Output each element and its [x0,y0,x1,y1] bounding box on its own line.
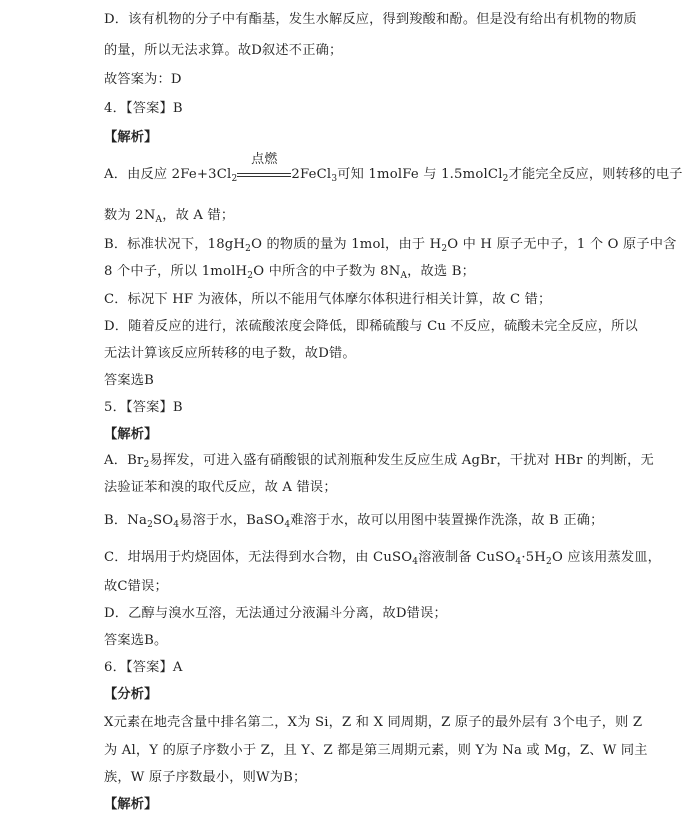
text-line: D．该有机物的分子中有酯基，发生水解反应，得到羧酸和酚。但是没有给出有机物的物质 [104,12,637,27]
text-line: 答案选B [104,373,155,388]
text-line: C．标况下 HF 为液体，所以不能用气体摩尔体积进行相关计算，故 C 错； [104,292,552,307]
text-line: 答案选B。 [104,633,168,648]
text-line: 数为 $2N_A$，故 A 错； [104,208,235,225]
analysis-heading: 【解析】 [104,797,158,812]
text-line: A．$Br_2$易挥发，可进入盛有硝酸银的试剂瓶种发生反应生成 AgBr，干扰对 HBr 的判断，无 [104,453,654,470]
text-line: 故C错误； [104,579,168,594]
text-line: D．随着反应的进行，浓硫酸浓度会降低，即稀硫酸与 Cu 不反应，硫酸未完全反应，所以 [104,319,638,334]
analysis-heading: 【解析】 [104,427,158,442]
text-line: 为 Al，Y 的原子序数小于 Z，且 Y、Z 都是第三周期元素，则 Y为 Na 或 Mg，Z、W 同主 [104,743,648,758]
text-line: 故答案为：D [104,72,182,87]
analysis-heading: 【解析】 [104,130,158,145]
text-line: 族，W 原子序数最小，则W为B； [104,770,307,785]
text-line: D．乙醇与溴水互溶，无法通过分液漏斗分离，故D错误； [104,606,447,621]
reaction-condition-arrow: 点燃 [237,166,291,184]
text-line: 无法计算该反应所转移的电子数，故D错。 [104,346,356,361]
text-line: A．由反应 $2Fe+3Cl_2$ 点燃 2FeCl$_3$可知 1molFe 与 1.5molCl$_2$才能完全反应，则转移的电子 [104,152,683,184]
text-line: 8 个中子，所以 1molH$_2$O 中所含的中子数为 $8N_A$，故选 B； [104,264,475,281]
text-line: X元素在地壳含量中排名第二，X为 Si，Z 和 X 同周期，Z 原子的最外层有 3个电子，则 Z [104,715,643,730]
text-line: C．坩埚用于灼烧固体，无法得到水合物，由 CuSO$_4$溶液制备 $CuSO_4\cdot 5H_2O$ 应该用蒸发皿， [104,550,662,567]
text-line: 法验证苯和溴的取代反应，故 A 错误； [104,480,337,495]
text-line: B．标准状况下，$18gH_2O$ 的物质的量为 1mol，由于 $H_2O$ 中 H 原子无中子，1 个 O 原子中含 [104,237,677,254]
answer-heading: 4．【答案】B [104,101,183,116]
answer-heading: 5．【答案】B [104,400,183,415]
answer-heading: 6．【答案】A [104,660,183,675]
analysis-heading: 【分析】 [104,687,158,702]
text-line: B．$Na_2SO_4$易溶于水，BaSO$_4$难溶于水，故可以用图中装置操作洗涤，故 B 正确； [104,513,604,530]
text-line: 的量，所以无法求算。故D叙述不正确； [104,43,343,58]
